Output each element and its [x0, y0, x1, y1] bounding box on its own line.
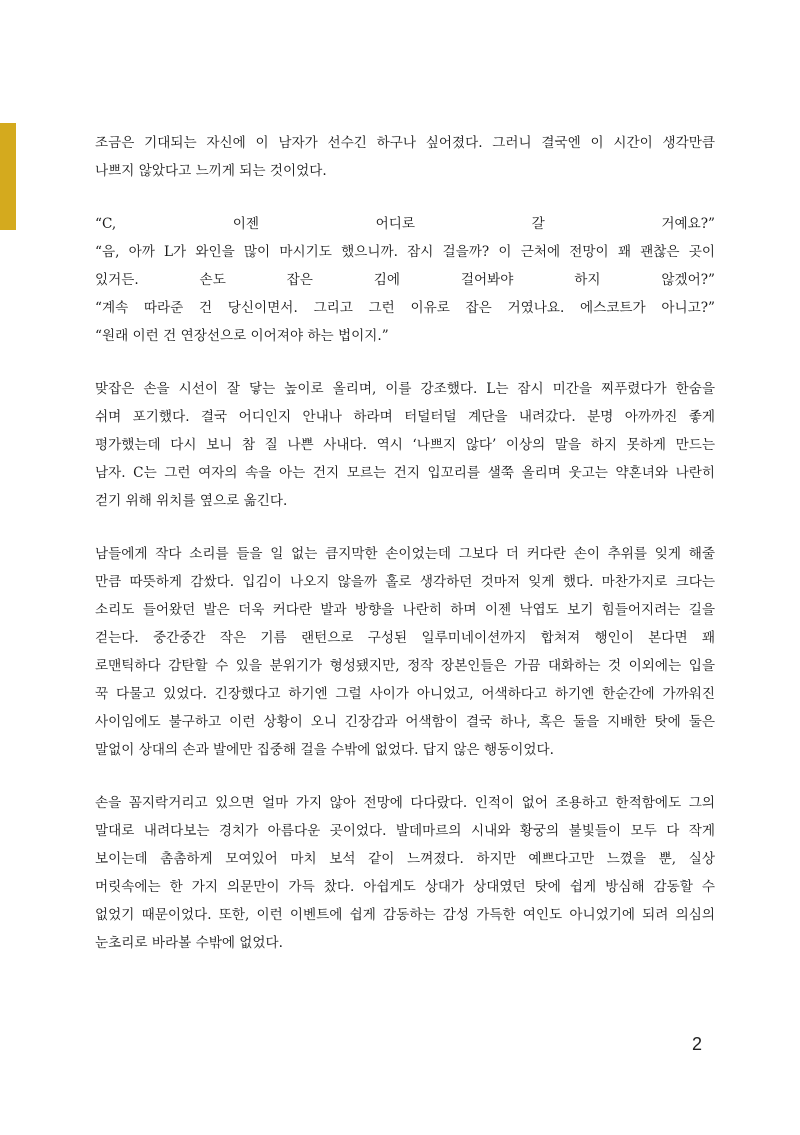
text-line: 나쁘지 않았다고 느끼게 되는 것이었다.: [95, 163, 327, 179]
text-line: “계속 따라준 건 당신이면서. 그리고 그런 이유로 잡은 거였나요. 에스코트가 아니고?”: [95, 300, 715, 316]
paragraph-gap: [95, 515, 715, 540]
paragraph: [95, 210, 715, 350]
text-line: 조금은 기대되는 자신에 이 남자가 선수긴 하구나 싶어졌다. 그러니 결국엔 이 시간이 생각만큼: [95, 135, 715, 151]
text-line: 말없이 상대의 손과 발에만 집중해 걸을 수밖에 없었다. 답지 않은 행동이었다.: [95, 742, 554, 758]
paragraph-gap: [95, 185, 715, 210]
text-line: 사이임에도 불구하고 이런 상황이 오니 긴장감과 어색함이 결국 하나, 혹은 둘을 지배한 탓에 둘은: [95, 714, 715, 730]
text-line: 로맨틱하다 감탄할 수 있을 분위기가 형성됐지만, 정작 장본인들은 가끔 대화하는 것 이외에는 입을: [95, 658, 715, 674]
paragraph-gap: [95, 764, 715, 789]
text-line: 만큼 따뜻하게 감쌌다. 입김이 나오지 않을까 홀로 생각하던 것마저 잊게 했다. 마찬가지로 크다는: [95, 574, 715, 590]
text-line: 맞잡은 손을 시선이 잘 닿는 높이로 올리며, 이를 강조했다. L는 잠시 미간을 찌푸렸다가 한숨을: [95, 381, 715, 397]
text-line: “음, 아까 L가 와인을 많이 마시기도 했으니까. 잠시 걸을까? 이 근처에 전망이 꽤 괜찮은 곳이: [95, 244, 715, 260]
text-line: 남자. C는 그런 여자의 속을 아는 건지 모르는 건지 입꼬리를 샐쭉 올리며 웃고는 약혼녀와 나란히: [95, 465, 715, 481]
text-line: 소리도 들어왔던 발은 더욱 커다란 발과 방향을 나란히 하며 이젠 낙엽도 보기 힘들어지려는 길을: [95, 602, 715, 618]
paragraph-gap: [95, 350, 715, 375]
text-line: 손을 꼼지락거리고 있으면 얼마 가지 않아 전망에 다다랐다. 인적이 없어 조용하고 한적함에도 그의: [95, 795, 715, 811]
body-text: [95, 129, 715, 957]
page-number: 2: [692, 1034, 703, 1054]
paragraph: [95, 540, 715, 764]
text-line: 보이는데 촘촘하게 모여있어 마치 보석 같이 느껴졌다. 하지만 예쁘다고만 느꼈을 뿐, 실상: [95, 851, 715, 867]
text-line: 쉬며 포기했다. 결국 어디인지 안내나 하라며 터덜터덜 계단을 내려갔다. 분명 아까까진 좋게: [95, 409, 715, 425]
text-line: 평가했는데 다시 보니 참 질 나쁜 사내다. 역시 ‘나쁘지 않다’ 이상의 말을 하지 못하게 만드는: [95, 437, 715, 453]
paragraph: [95, 789, 715, 957]
text-line: 머릿속에는 한 가지 의문만이 가득 찼다. 아쉽게도 상대가 상대였던 탓에 쉽게 방심해 감동할 수: [95, 879, 715, 895]
paragraph: [95, 129, 715, 185]
text-line: 걷는다. 중간중간 작은 기름 랜턴으로 구성된 일루미네이션까지 합쳐져 행인이 본다면 꽤: [95, 630, 715, 646]
text-line: 눈초리로 바라볼 수밖에 없었다.: [95, 935, 283, 951]
text-line: 없었기 때문이었다. 또한, 이런 이벤트에 쉽게 감동하는 감성 가득한 여인도 아니었기에 되려 의심의: [95, 907, 715, 923]
text-line: “C, 이젠 어디로 갈 거예요?”: [95, 216, 715, 232]
text-line: “원래 이런 건 연장선으로 이어져야 하는 법이지.”: [95, 328, 389, 344]
text-line: 말대로 내려다보는 경치가 아름다운 곳이었다. 발데마르의 시내와 황궁의 불빛들이 모두 다 작게: [95, 823, 715, 839]
text-line: 남들에게 작다 소리를 들을 일 없는 큼지막한 손이었는데 그보다 더 커다란 손이 추위를 잊게 해줄: [95, 546, 715, 562]
text-line: 있거든. 손도 잡은 김에 걸어봐야 하지 않겠어?”: [95, 272, 715, 288]
chapter-accent-bar: [0, 123, 16, 230]
paragraph: [95, 375, 715, 515]
text-line: 걷기 위해 위치를 옆으로 옮긴다.: [95, 493, 288, 509]
text-line: 꾹 다물고 있었다. 긴장했다고 하기엔 그럴 사이가 아니었고, 어색하다고 하기엔 한순간에 가까워진: [95, 686, 715, 702]
